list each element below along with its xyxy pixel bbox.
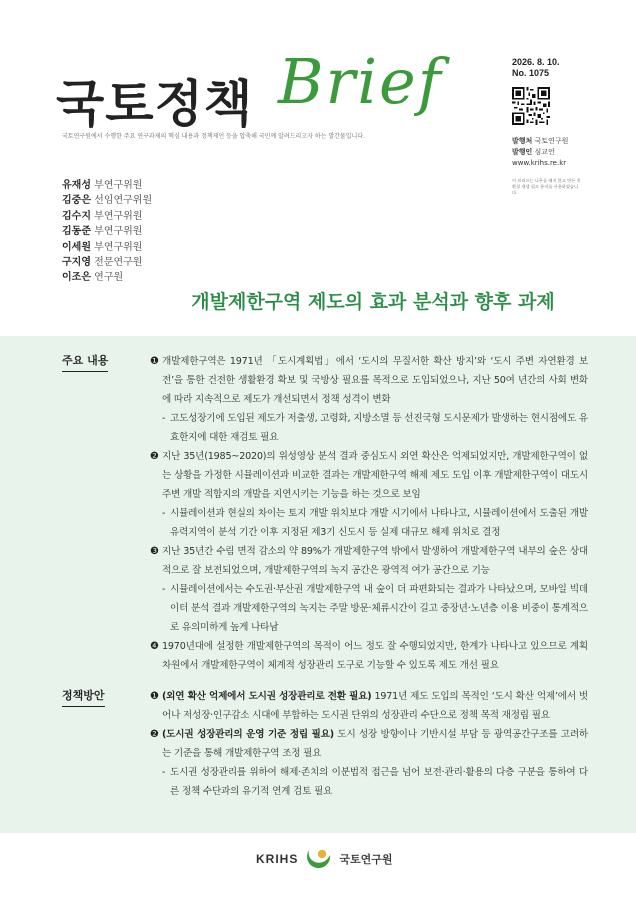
policy-item-heading: (도시권 성장관리의 운영 기준 정립 필요) [162, 729, 334, 740]
website-link[interactable]: www.krihs.re.kr [512, 159, 567, 167]
subitem-text: 고도성장기에 도입된 제도가 저출생, 고령화, 지방소멸 등 선진국형 도시문제가 발생하는 현시점에도 유효한지에 대한 재검토 필요 [170, 413, 588, 443]
policy-item [150, 687, 588, 725]
summary-body [150, 352, 588, 675]
summary-item [150, 637, 588, 675]
author-item [62, 270, 152, 285]
eco-paper-notice: 이 브리프는 나무를 베지 않고 만든 친환경 재생 펄프 용지를 사용하였습니다. [512, 178, 581, 196]
footer-logo-group[interactable] [256, 846, 392, 872]
masthead [50, 40, 490, 135]
item-number: ❷ [150, 729, 159, 740]
author-name: 김수지 [62, 210, 91, 222]
author-name: 김동준 [62, 226, 91, 238]
policy-subitem: - 도시권 성장관리를 위하여 해제·존치의 이분법적 접근을 넘어 보전·관리·활용의 다층 구분을 통하여 다른 정책 수단과의 유기적 연계 검토 필요 [162, 767, 588, 797]
item-text: 1971년 제도 도입의 목적인 ‘도시 확산 억제’에서 벗어나 저성장·인구감소 시대에 부합하는 도시권 단위의 성장관리 수단으로 정책 목적 재정립 필요 [162, 691, 589, 721]
author-item [62, 193, 152, 208]
author-name: 유재성 [62, 180, 91, 191]
author-role: 연구원 [94, 272, 124, 284]
subitem-text: 도시권 성장관리를 위하여 해제·존치의 이분법적 접근을 넘어 보전·관리·활용의 다층 구분을 통하여 다른 정책 수단과의 유기적 연계 검토 필요 [170, 767, 588, 797]
issue-number: No. 1075 [512, 68, 550, 78]
author-role: 선임연구위원 [94, 195, 153, 207]
report-title: 개발제한구역 제도의 효과 분석과 향후 과제 [191, 291, 555, 313]
author-item [62, 255, 152, 270]
publisher-name: 국토연구원 [534, 137, 569, 145]
author-role: 부연구위원 [94, 210, 143, 222]
issuer-name: 심교언 [534, 148, 555, 156]
summary-subitem: - 고도성장기에 도입된 제도가 저출생, 고령화, 지방소멸 등 선진국형 도시문제가 발생하는 현시점에도 유효한지에 대한 재검토 필요 [162, 413, 588, 443]
author-item [62, 224, 152, 239]
summary-item [150, 542, 588, 580]
author-role: 전문연구원 [94, 257, 143, 269]
policy-body [150, 687, 588, 801]
qr-code-icon[interactable] [512, 87, 550, 125]
item-text: 개발제한구역은 1971년 「도시계획법」에서 ‘도시의 무질서한 확산 방지’와 ‘도시 주변 자연환경 보전’을 통한 건전한 생활환경 확보 및 국방상 필요를 목적으로 도입되었으나, 지난 50여 년간의 사회 변화에 따라 지속적으로 제도가 개선되면서 정책 성격이 변화 [162, 356, 588, 405]
item-text: 1970년대에 설정한 개발제한구역의 목적이 어느 정도 잘 수행되었지만, 한계가 나타나고 있으므로 계획 차원에서 개발제한구역이 체계적 성장관리 도구로 기능할 수 있도록 제도 개선 필요 [162, 641, 588, 671]
item-number: ❹ [150, 641, 159, 652]
krihs-wordmark: KRIHS [256, 852, 299, 866]
masthead-tagline: 국토연구원에서 수행한 주요 연구과제의 핵심 내용과 정책제언 등을 압축해 국민께 알려드리고자 하는 발간물입니다. [62, 133, 366, 140]
author-name: 김중은 [62, 195, 91, 207]
item-number: ❶ [150, 691, 159, 702]
subitem-text: 시뮬레이션과 현실의 차이는 토지 개발 위치보다 개발 시기에서 나타나고, 시뮬레이션에서 도출된 개발 유력지역이 분석 기간 이후 지정된 제3기 신도시 등 실제 대규모 해제 위치로 결정 [170, 508, 588, 538]
author-name: 이조은 [62, 272, 91, 284]
author-item [62, 240, 152, 255]
summary-subitem: - 시뮬레이션과 현실의 차이는 토지 개발 위치보다 개발 시기에서 나타나고, 시뮬레이션에서 도출된 개발 유력지역이 분석 기간 이후 지정된 제3기 신도시 등 실제 대규모 해제 위치로 결정 [162, 508, 588, 538]
policy-item-heading: (외연 확산 억제에서 도시권 성장관리로 전환 필요) [162, 691, 372, 702]
author-role: 부연구위원 [94, 226, 143, 238]
author-name: 이세원 [62, 241, 91, 253]
footer [0, 846, 636, 876]
author-role: 부연구위원 [94, 241, 143, 253]
author-list [62, 178, 152, 286]
footer-org-name: 국토연구원 [339, 853, 393, 866]
policy-label: 정책방안 [62, 689, 105, 702]
item-text: 지난 35년간 수림 면적 감소의 약 89%가 개발제한구역 밖에서 발생하여 개발제한구역 내부의 숲은 상대적으로 잘 보전되었으며, 개발제한구역의 녹지 공간은 광역적 여가 공간으로 기능 [162, 546, 588, 576]
item-number: ❶ [150, 356, 159, 367]
author-item [62, 178, 152, 193]
summary-item [150, 447, 588, 504]
issue-info [512, 57, 622, 197]
issuer-label: 발행인 [512, 148, 533, 156]
author-item [62, 209, 152, 224]
item-text: 지난 35년(1985~2020)의 위성영상 분석 결과 중심도시 외연 확산은 억제되었지만, 개발제한구역이 없는 상황을 가정한 시뮬레이션과 비교한 결과는 개발제한구역 해제 제도 도입 이후 개발제한구역이 대도시 주변 개발 적합지의 개발을 지연시키는 기능을 하는 것으로 보임 [162, 451, 588, 500]
krihs-logo-icon [303, 846, 333, 872]
item-number: ❷ [150, 451, 159, 462]
publisher-info [512, 136, 622, 169]
summary-label: 주요 내용 [62, 354, 109, 367]
issuer-line [512, 147, 622, 158]
author-name: 구지영 [62, 257, 91, 269]
publisher-label: 발행처 [512, 137, 533, 145]
summary-subitem: - 시뮬레이션에서는 수도권·부산권 개발제한구역 내 숲이 더 파편화되는 결과가 나타났으며, 모바일 빅데이터 분석 결과 개발제한구역의 녹지는 주말 방문·체류시간이 길고 중장년·노년층 이용 비중이 통계적으로 유의미하게 높게 나타남 [162, 584, 588, 633]
issue-date: 2026. 8. 10. [512, 57, 560, 67]
policy-item [150, 725, 588, 763]
subitem-text: 시뮬레이션에서는 수도권·부산권 개발제한구역 내 숲이 더 파편화되는 결과가 나타났으며, 모바일 빅데이터 분석 결과 개발제한구역의 녹지는 주말 방문·체류시간이 길고 중장년·노년층 이용 비중이 통계적으로 유의미하게 높게 나타남 [170, 584, 588, 633]
item-text: 도시 성장 방향이나 기반시설 부담 등 광역공간구조를 고려하는 기준을 통해 개발제한구역 조정 필요 [162, 729, 588, 759]
author-role: 부연구위원 [94, 180, 143, 191]
summary-item [150, 352, 588, 409]
masthead-title-english: Brief [278, 45, 443, 118]
item-number: ❸ [150, 546, 159, 557]
masthead-title-korean: 국토정책 [56, 75, 254, 133]
publisher-line [512, 136, 622, 147]
